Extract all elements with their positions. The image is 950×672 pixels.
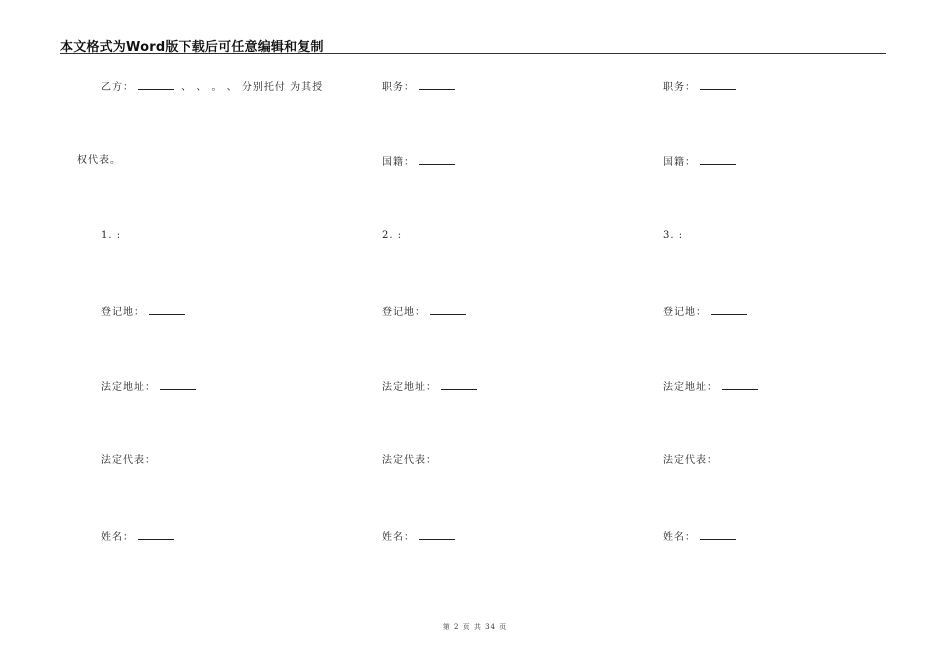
position-blank[interactable]: [419, 80, 455, 90]
reg-place-blank[interactable]: [430, 305, 466, 315]
legal-address-blank[interactable]: [722, 380, 758, 390]
name-line-3: [663, 530, 736, 544]
item-1: 1. :: [101, 230, 122, 241]
reg-place-line-2: [382, 305, 466, 319]
item-3: 3. :: [663, 230, 684, 241]
name-blank[interactable]: [700, 530, 736, 540]
party-b-line: [101, 80, 323, 94]
nationality-label: 国籍：: [663, 157, 696, 168]
nationality-line-3: [663, 155, 736, 169]
position-label: 职务：: [663, 82, 696, 93]
reg-place-blank[interactable]: [149, 305, 185, 315]
reg-place-line-3: [663, 305, 747, 319]
nationality-blank[interactable]: [419, 155, 455, 165]
legal-rep-2: 法定代表：: [382, 455, 437, 466]
party-b-label: 乙方：: [101, 82, 134, 93]
legal-address-line-2: [382, 380, 477, 394]
legal-address-label: 法定地址：: [382, 382, 437, 393]
position-label: 职务：: [382, 82, 415, 93]
position-line-3: [663, 80, 736, 94]
header-title: 本文格式为Word版下载后可任意编辑和复制: [60, 40, 324, 55]
legal-address-line-3: [663, 380, 758, 394]
reg-place-label: 登记地：: [101, 307, 145, 318]
name-blank[interactable]: [138, 530, 174, 540]
reg-place-line-1: [101, 305, 185, 319]
reg-place-blank[interactable]: [711, 305, 747, 315]
legal-rep-3: 法定代表：: [663, 455, 718, 466]
legal-address-line-1: [101, 380, 196, 394]
item-2: 2. :: [382, 230, 403, 241]
nationality-label: 国籍：: [382, 157, 415, 168]
page-header: [60, 33, 886, 54]
legal-address-blank[interactable]: [441, 380, 477, 390]
nationality-blank[interactable]: [700, 155, 736, 165]
party-b-rest: 、 、 。 、 分别托付 为其授: [181, 82, 324, 93]
legal-address-blank[interactable]: [160, 380, 196, 390]
name-label: 姓名：: [101, 532, 134, 543]
page-number: 第 2 页 共 34 页: [442, 623, 508, 631]
name-line-2: [382, 530, 455, 544]
party-b-blank[interactable]: [138, 80, 174, 90]
legal-address-label: 法定地址：: [101, 382, 156, 393]
name-label: 姓名：: [382, 532, 415, 543]
name-label: 姓名：: [663, 532, 696, 543]
name-line-1: [101, 530, 174, 544]
reg-place-label: 登记地：: [663, 307, 707, 318]
position-blank[interactable]: [700, 80, 736, 90]
name-blank[interactable]: [419, 530, 455, 540]
reg-place-label: 登记地：: [382, 307, 426, 318]
authorized-rep-text: 权代表。: [77, 155, 121, 166]
position-line-2: [382, 80, 455, 94]
legal-address-label: 法定地址：: [663, 382, 718, 393]
nationality-line-2: [382, 155, 455, 169]
legal-rep-1: 法定代表：: [101, 455, 156, 466]
